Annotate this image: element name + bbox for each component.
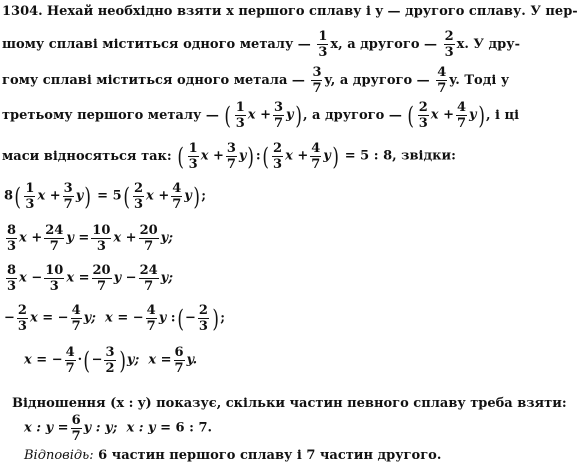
text-line-4: третьому першого металу — ( $\frac{1}{3}$ x + $\frac{3}{7}$ y), а другого — ( $\frac{2}{3}$ x + $\frac{4}{7}$ y), і ці xyxy=(2,100,520,131)
line-3-b: y, а другого — xyxy=(324,73,430,88)
relation-line xyxy=(12,396,567,412)
text-line-3 xyxy=(2,66,509,95)
line-5-b: = 5 : 8, звідки: xyxy=(344,148,456,164)
line-2-c: x. У дру- xyxy=(456,37,520,52)
relation-text: Відношення (x : y) показує, скільки частин певного сплаву треба взяти: xyxy=(12,396,567,411)
fraction: $\frac{1}{3}$ xyxy=(318,29,328,60)
equation-2: $\frac{8}{3}$ x + $\frac{24}{7}$ y = $\frac{10}{3}$ x + $\frac{20}{7}$ y; xyxy=(7,223,174,254)
fraction: $\frac{2}{3}$ xyxy=(444,29,454,60)
text-line-2 xyxy=(2,30,520,59)
line-4-c: , і ці xyxy=(485,108,520,123)
text-line-5: маси відносяться так: ( $\frac{1}{3}$ x + $\frac{3}{7}$ y):( $\frac{2}{3}$ x + $\frac{4}{7}$ y) = 5 : 8, звідки: xyxy=(2,141,456,172)
problem-number: 1304. xyxy=(2,4,43,19)
line-4-a: третьому першого металу — xyxy=(2,108,219,123)
equation-3: $\frac{8}{3}$ x − $\frac{10}{3}$ x = $\frac{20}{7}$ y − $\frac{24}{7}$ y; xyxy=(7,263,174,294)
equation-5: x = − $\frac{4}{7}$ ·(− $\frac{3}{2}$ )y; x = $\frac{6}{7}$ y. xyxy=(24,345,198,376)
line-3-a: гому сплаві міститься одного метала — xyxy=(2,73,305,88)
line-3-c: y. Тоді у xyxy=(449,73,510,88)
line-4-b: , а другого — xyxy=(302,108,402,123)
line-5-a: маси відносяться так: xyxy=(2,149,172,164)
equation-1: 8( $\frac{1}{3}$ x + $\frac{3}{7}$ y) = 5( $\frac{2}{3}$ x + $\frac{4}{7}$ y); xyxy=(4,181,207,212)
line-2-b: x, а другого — xyxy=(330,37,438,52)
text-line-1 xyxy=(2,4,578,20)
fraction: $\frac{3}{7}$ xyxy=(312,65,322,96)
answer-text: 6 частин першого сплаву і 7 частин другого. xyxy=(98,448,442,463)
fraction: $\frac{4}{7}$ xyxy=(437,65,447,96)
answer-label: Відповідь: xyxy=(24,448,94,463)
line-1-text: Нехай необхідно взяти x першого сплаву і y — другого сплаву. У пер- xyxy=(46,4,578,19)
line-2-a: шому сплаві міститься одного металу — xyxy=(2,37,311,52)
ratio-line: x : y = $\frac{6}{7}$ y : y; x : y = 6 : 7. xyxy=(24,413,213,444)
answer-line xyxy=(24,448,441,464)
equation-4: − $\frac{2}{3}$ x = − $\frac{4}{7}$ y; x = − $\frac{4}{7}$ y :(− $\frac{2}{3}$ ); xyxy=(4,303,226,334)
